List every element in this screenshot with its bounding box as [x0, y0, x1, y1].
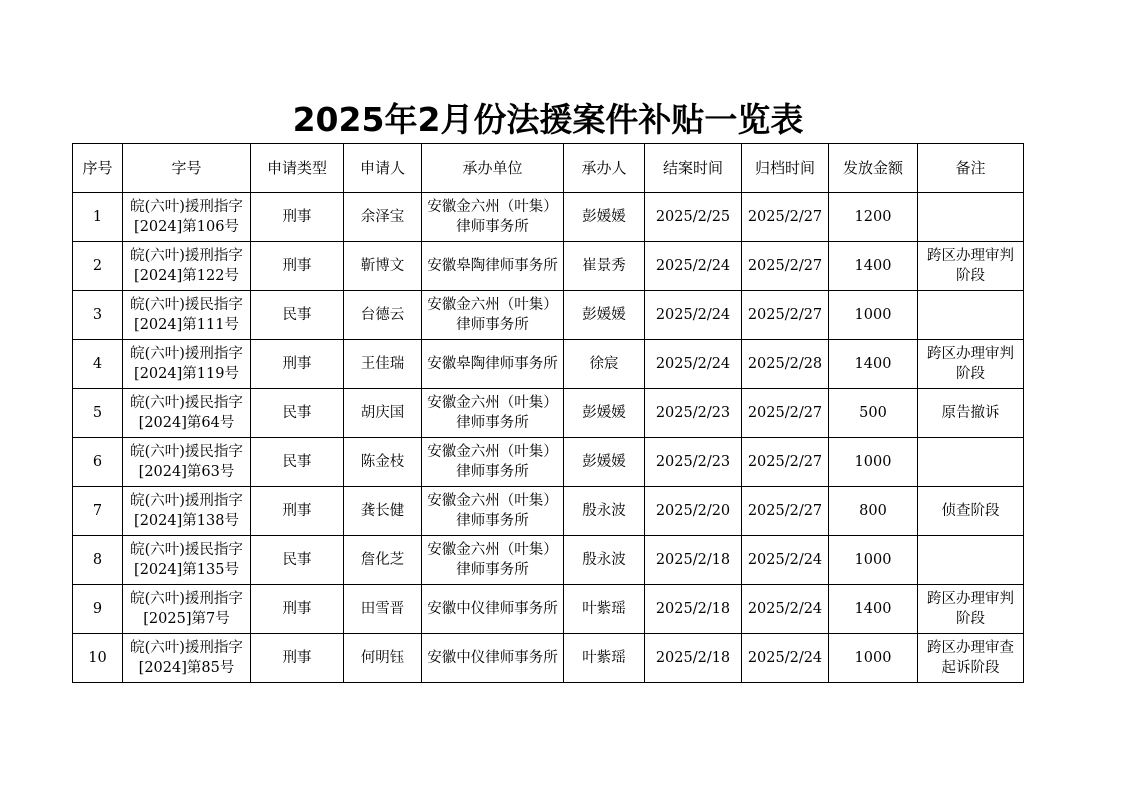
- header-applicant: 申请人: [344, 144, 422, 193]
- row-applicant: 詹化芝: [344, 536, 422, 585]
- row-type: 刑事: [251, 242, 344, 291]
- row-archive-date: 2025/2/24: [742, 585, 829, 634]
- row-index: 5: [73, 389, 123, 438]
- row-handler: 彭媛媛: [564, 389, 645, 438]
- row-index: 10: [73, 634, 123, 683]
- row-type: 民事: [251, 291, 344, 340]
- row-closing-date: 2025/2/23: [645, 389, 742, 438]
- row-archive-date: 2025/2/28: [742, 340, 829, 389]
- row-index: 2: [73, 242, 123, 291]
- row-unit: 安徽金六州（叶集）律师事务所: [422, 487, 564, 536]
- row-note: [918, 291, 1024, 340]
- table-row: [73, 634, 1024, 683]
- row-unit: 安徽金六州（叶集）律师事务所: [422, 536, 564, 585]
- row-archive-date: 2025/2/27: [742, 438, 829, 487]
- row-amount: 1200: [829, 193, 918, 242]
- row-closing-date: 2025/2/18: [645, 585, 742, 634]
- row-amount: 1000: [829, 291, 918, 340]
- header-handler: 承办人: [564, 144, 645, 193]
- row-unit: 安徽金六州（叶集）律师事务所: [422, 389, 564, 438]
- row-type: 刑事: [251, 340, 344, 389]
- table-row: [73, 291, 1024, 340]
- row-type: 刑事: [251, 585, 344, 634]
- table-row: [73, 487, 1024, 536]
- row-index: 3: [73, 291, 123, 340]
- row-archive-date: 2025/2/27: [742, 291, 829, 340]
- row-applicant: 胡庆国: [344, 389, 422, 438]
- row-unit: 安徽金六州（叶集）律师事务所: [422, 291, 564, 340]
- row-amount: 1000: [829, 634, 918, 683]
- row-case-number: 皖(六叶)援民指字[2024]第64号: [123, 389, 251, 438]
- row-index: 8: [73, 536, 123, 585]
- table-row: [73, 438, 1024, 487]
- row-amount: 500: [829, 389, 918, 438]
- row-closing-date: 2025/2/23: [645, 438, 742, 487]
- row-case-number: 皖(六叶)援刑指字[2024]第138号: [123, 487, 251, 536]
- row-applicant: 王佳瑞: [344, 340, 422, 389]
- row-amount: 1000: [829, 438, 918, 487]
- row-note: [918, 193, 1024, 242]
- row-archive-date: 2025/2/27: [742, 242, 829, 291]
- row-index: 9: [73, 585, 123, 634]
- row-closing-date: 2025/2/24: [645, 291, 742, 340]
- table-header-row: [73, 144, 1024, 193]
- row-case-number: 皖(六叶)援民指字[2024]第111号: [123, 291, 251, 340]
- row-archive-date: 2025/2/24: [742, 536, 829, 585]
- row-closing-date: 2025/2/24: [645, 242, 742, 291]
- header-case-number: 字号: [123, 144, 251, 193]
- row-note: 原告撤诉: [918, 389, 1024, 438]
- header-handling-unit: 承办单位: [422, 144, 564, 193]
- table-row: [73, 536, 1024, 585]
- row-applicant: 陈金枝: [344, 438, 422, 487]
- row-handler: 叶紫瑶: [564, 634, 645, 683]
- row-applicant: 台德云: [344, 291, 422, 340]
- row-case-number: 皖(六叶)援民指字[2024]第63号: [123, 438, 251, 487]
- row-type: 民事: [251, 438, 344, 487]
- row-amount: 1400: [829, 242, 918, 291]
- row-archive-date: 2025/2/24: [742, 634, 829, 683]
- row-archive-date: 2025/2/27: [742, 389, 829, 438]
- row-unit: 安徽金六州（叶集）律师事务所: [422, 193, 564, 242]
- row-handler: 殷永波: [564, 536, 645, 585]
- row-case-number: 皖(六叶)援刑指字[2024]第106号: [123, 193, 251, 242]
- header-remarks: 备注: [918, 144, 1024, 193]
- table-row: [73, 585, 1024, 634]
- row-case-number: 皖(六叶)援刑指字[2024]第119号: [123, 340, 251, 389]
- row-amount: 1400: [829, 585, 918, 634]
- row-handler: 叶紫瑶: [564, 585, 645, 634]
- row-type: 民事: [251, 536, 344, 585]
- row-closing-date: 2025/2/18: [645, 536, 742, 585]
- row-note: [918, 438, 1024, 487]
- row-note: 跨区办理审判阶段: [918, 340, 1024, 389]
- row-type: 刑事: [251, 634, 344, 683]
- row-handler: 彭媛媛: [564, 193, 645, 242]
- row-closing-date: 2025/2/24: [645, 340, 742, 389]
- row-unit: 安徽中仪律师事务所: [422, 634, 564, 683]
- row-applicant: 靳博文: [344, 242, 422, 291]
- page-title: 2025年2月份法援案件补贴一览表: [292, 100, 804, 139]
- row-case-number: 皖(六叶)援刑指字[2024]第85号: [123, 634, 251, 683]
- row-applicant: 余泽宝: [344, 193, 422, 242]
- header-index: 序号: [73, 144, 123, 193]
- row-type: 民事: [251, 389, 344, 438]
- row-handler: 彭媛媛: [564, 438, 645, 487]
- row-case-number: 皖(六叶)援刑指字[2024]第122号: [123, 242, 251, 291]
- row-applicant: 田雪晋: [344, 585, 422, 634]
- row-handler: 彭媛媛: [564, 291, 645, 340]
- row-amount: 1400: [829, 340, 918, 389]
- header-application-type: 申请类型: [251, 144, 344, 193]
- row-note: 跨区办理审判阶段: [918, 585, 1024, 634]
- row-closing-date: 2025/2/25: [645, 193, 742, 242]
- row-unit: 安徽金六州（叶集）律师事务所: [422, 438, 564, 487]
- header-archive-date: 归档时间: [742, 144, 829, 193]
- table-row: [73, 193, 1024, 242]
- subsidy-table: [72, 143, 1024, 683]
- row-closing-date: 2025/2/20: [645, 487, 742, 536]
- header-closing-date: 结案时间: [645, 144, 742, 193]
- row-unit: 安徽皋陶律师事务所: [422, 242, 564, 291]
- table-row: [73, 340, 1024, 389]
- row-note: 侦查阶段: [918, 487, 1024, 536]
- row-index: 1: [73, 193, 123, 242]
- row-amount: 800: [829, 487, 918, 536]
- row-unit: 安徽皋陶律师事务所: [422, 340, 564, 389]
- row-handler: 徐宸: [564, 340, 645, 389]
- table-row: [73, 389, 1024, 438]
- header-amount: 发放金额: [829, 144, 918, 193]
- row-handler: 崔景秀: [564, 242, 645, 291]
- row-case-number: 皖(六叶)援民指字[2024]第135号: [123, 536, 251, 585]
- row-index: 7: [73, 487, 123, 536]
- row-index: 6: [73, 438, 123, 487]
- row-archive-date: 2025/2/27: [742, 487, 829, 536]
- row-index: 4: [73, 340, 123, 389]
- row-type: 刑事: [251, 193, 344, 242]
- row-note: 跨区办理审判阶段: [918, 242, 1024, 291]
- row-note: [918, 536, 1024, 585]
- row-note: 跨区办理审查起诉阶段: [918, 634, 1024, 683]
- row-archive-date: 2025/2/27: [742, 193, 829, 242]
- row-handler: 殷永波: [564, 487, 645, 536]
- row-applicant: 何明钰: [344, 634, 422, 683]
- row-type: 刑事: [251, 487, 344, 536]
- row-applicant: 龚长健: [344, 487, 422, 536]
- row-case-number: 皖(六叶)援刑指字[2025]第7号: [123, 585, 251, 634]
- table-row: [73, 242, 1024, 291]
- row-amount: 1000: [829, 536, 918, 585]
- row-unit: 安徽中仪律师事务所: [422, 585, 564, 634]
- row-closing-date: 2025/2/18: [645, 634, 742, 683]
